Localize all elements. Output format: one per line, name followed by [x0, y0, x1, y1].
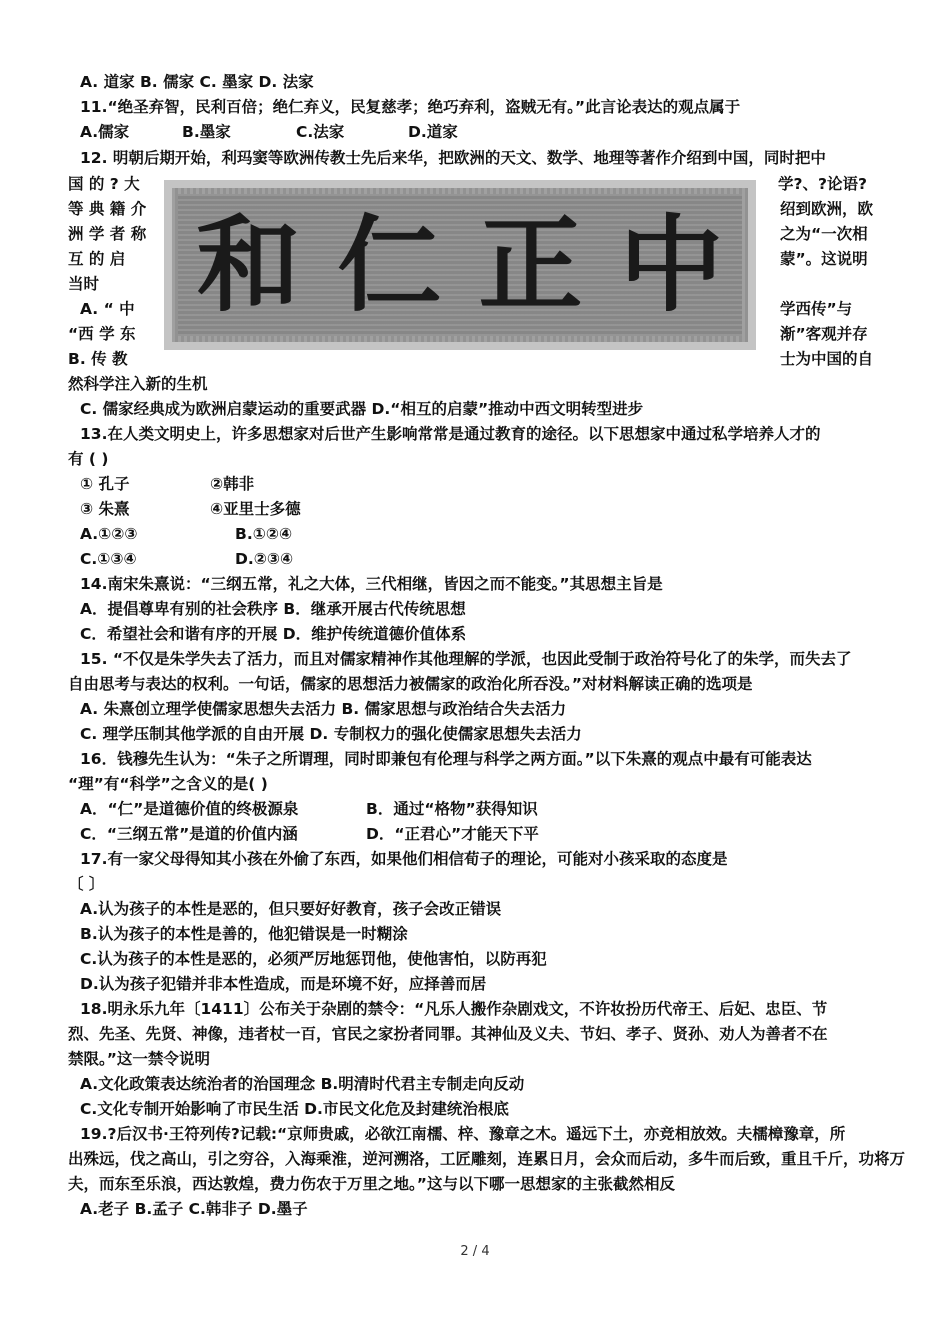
- q12-left-9: B. 传 教: [68, 350, 128, 368]
- q19-stem-3: 夫，而东至乐浪，西达敦煌，费力伤农于万里之地。”这与以下哪一思想家的主张截然相反: [68, 1175, 675, 1193]
- q14-options-cd: C．希望社会和谐有序的开展 D．维护传统道德价值体系: [80, 625, 467, 643]
- q13-stem-1: 13.在人类文明史上，许多思想家对后世产生影响常常是通过教育的途径。以下思想家中通过私学培养人才的: [80, 425, 821, 443]
- q13-item-1: ① 孔子: [80, 475, 130, 493]
- q12-left-5: 互 的 启: [68, 250, 126, 268]
- q16-option-a: A．“仁”是道德价值的终极源泉: [80, 800, 299, 818]
- q17-option-b: B.认为孩子的本性是善的，他犯错误是一时糊涂: [80, 925, 408, 943]
- q12-right-3: 绍到欧洲，欧: [780, 200, 874, 218]
- q11-options: [80, 120, 880, 145]
- q13-options-row-1: [80, 522, 680, 547]
- page-number: 2 / 4: [460, 1244, 490, 1259]
- plaque-surface: [178, 194, 742, 336]
- q13-item-4: ④亚里士多德: [210, 500, 301, 518]
- q17-stem-2: 〔 〕: [68, 875, 105, 893]
- q15-options-ab: A. 朱熹创立理学使儒家思想失去活力 B. 儒家思想与政治结合失去活力: [80, 700, 567, 718]
- q15-stem-2: 自由思考与表达的权利。一句话，儒家的思想活力被儒家的政治化所吞没。”对材料解读正确的选项是: [68, 675, 753, 693]
- q15-options-cd: C. 理学压制其他学派的自由开展 D. 专制权力的强化使儒家思想失去活力: [80, 725, 582, 743]
- q12-right-2: 学?、?论语?: [778, 175, 867, 193]
- q17-option-d: D.认为孩子犯错并非本性造成，而是环境不好，应择善而居: [80, 975, 487, 993]
- q13-stem-2: 有 ( ): [68, 450, 109, 468]
- q11-stem: 11.“绝圣弃智，民利百倍；绝仁弃义，民复慈孝；绝巧弃利，盗贼无有。”此言论表达的观点属于: [80, 98, 741, 116]
- q12-line-10: 然科学注入新的生机: [68, 375, 208, 393]
- q17-option-c: C.认为孩子的本性是恶的，必须严厉地惩罚他，使他害怕，以防再犯: [80, 950, 547, 968]
- q16-option-b: B．通过“格物”获得知识: [366, 800, 538, 818]
- q19-stem-1: 19.?后汉书·王符列传?记载:“京师贵戚，必欲江南檽、梓、豫章之木。遥远下土，亦竞相放效。夫檽樟豫章，所: [80, 1125, 846, 1143]
- q13-options-row-2: [80, 547, 680, 572]
- q17-option-a: A.认为孩子的本性是恶的，但只要好好教育，孩子会改正错误: [80, 900, 502, 918]
- q18-options-cd: C.文化专制开始影响了市民生活 D.市民文化危及封建统治根底: [80, 1100, 509, 1118]
- q18-stem-3: 禁限。”这一禁令说明: [68, 1050, 210, 1068]
- q10-options: A. 道家 B. 儒家 C. 墨家 D. 法家: [80, 73, 314, 91]
- q13-items-row-2: [80, 497, 680, 522]
- q11-option-b: B.墨家: [182, 123, 231, 141]
- q12-right-7: 学西传”与: [780, 300, 853, 318]
- q13-option-d: D.②③④: [235, 550, 294, 568]
- q14-stem: 14.南宋朱熹说：“三纲五常，礼之大体，三代相继，皆因之而不能变。”其思想主旨是: [80, 575, 663, 593]
- q16-options-row-1: [80, 797, 880, 822]
- q13-item-2: ②韩非: [210, 475, 255, 493]
- q17-stem-1: 17.有一家父母得知其小孩在外偷了东西，如果他们相信荀子的理论，可能对小孩采取的态度是: [80, 850, 728, 868]
- q19-stem-2: 出殊远，伐之高山，引之穷谷，入海乘淮，逆河溯洛，工匠雕刻，连累日月，会众而后动，多牛而后致，重且千斤，功将万: [68, 1150, 906, 1168]
- q12-left-2: 国 的 ? 大: [68, 175, 140, 193]
- q16-options-row-2: [80, 822, 880, 847]
- q12-right-8: 渐”客观并存: [780, 325, 868, 343]
- q19-options: A.老子 B.孟子 C.韩非子 D.墨子: [80, 1200, 308, 1218]
- q12-line-6: 当时: [68, 275, 100, 293]
- q11-option-d: D.道家: [408, 123, 458, 141]
- q13-option-a: A.①②③: [80, 525, 138, 543]
- q16-stem-2: “理”有“科学”之含义的是( ): [68, 775, 268, 793]
- q12-left-7: A. “ 中: [80, 300, 135, 318]
- plaque-char-1: 和: [196, 203, 301, 326]
- q12-right-4: 之为“一次相: [780, 225, 868, 243]
- plaque-char-2: 仁: [337, 203, 442, 326]
- q12-right-5: 蒙”。这说明: [780, 250, 868, 268]
- q15-stem-1: 15. “不仅是朱学失去了活力，而且对儒家精神作其他理解的学派，也因此受制于政治符号化了的朱学，而失去了: [80, 650, 852, 668]
- q12-left-3: 等 典 籍 介: [68, 200, 147, 218]
- q13-item-3: ③ 朱熹: [80, 500, 130, 518]
- q14-options-ab: A．提倡尊卑有别的社会秩序 B．继承开展古代传统思想: [80, 600, 466, 618]
- q18-options-ab: A.文化政策表达统治者的治国理念 B.明清时代君主专制走向反动: [80, 1075, 525, 1093]
- q18-stem-1: 18.明永乐九年〔1411〕公布关于杂剧的禁令：“凡乐人搬作杂剧戏文，不许妆扮历代帝王、后妃、忠臣、节: [80, 1000, 828, 1018]
- q13-option-c: C.①③④: [80, 550, 137, 568]
- q13-option-b: B.①②④: [235, 525, 293, 543]
- plaque-char-3: 正: [478, 203, 583, 326]
- q12-right-9: 士为中国的自: [780, 350, 874, 368]
- q11-option-a: A.儒家: [80, 123, 130, 141]
- q12-options-cd: C. 儒家经典成为欧洲启蒙运动的重要武器 D.“相互的启蒙”推动中西文明转型进步: [80, 400, 644, 418]
- plaque-char-4: 中: [619, 203, 724, 326]
- q16-option-c: C．“三纲五常”是道的价值内涵: [80, 825, 298, 843]
- q13-items-row-1: [80, 472, 680, 497]
- q12-stem-1: 12. 明朝后期开始，利玛窦等欧洲传教士先后来华，把欧洲的天文、数学、地理等著作介绍到中国，同时把中: [80, 149, 826, 167]
- q12-left-4: 洲 学 者 称: [68, 225, 147, 243]
- q16-option-d: D．“正君心”才能天下平: [366, 825, 539, 843]
- q18-stem-2: 烈、先圣、先贤、神像，违者杖一百，官民之家扮者同罪。其神仙及义夫、节妇、孝子、贤孙、劝人为善者不在: [68, 1025, 828, 1043]
- q11-option-c: C.法家: [296, 123, 345, 141]
- calligraphy-plaque-image: [164, 180, 756, 350]
- q12-left-8: “西 学 东: [68, 325, 136, 343]
- q16-stem-1: 16．钱穆先生认为：“朱子之所谓理，同时即兼包有伦理与科学之两方面。”以下朱熹的观点中最有可能表达: [80, 750, 812, 768]
